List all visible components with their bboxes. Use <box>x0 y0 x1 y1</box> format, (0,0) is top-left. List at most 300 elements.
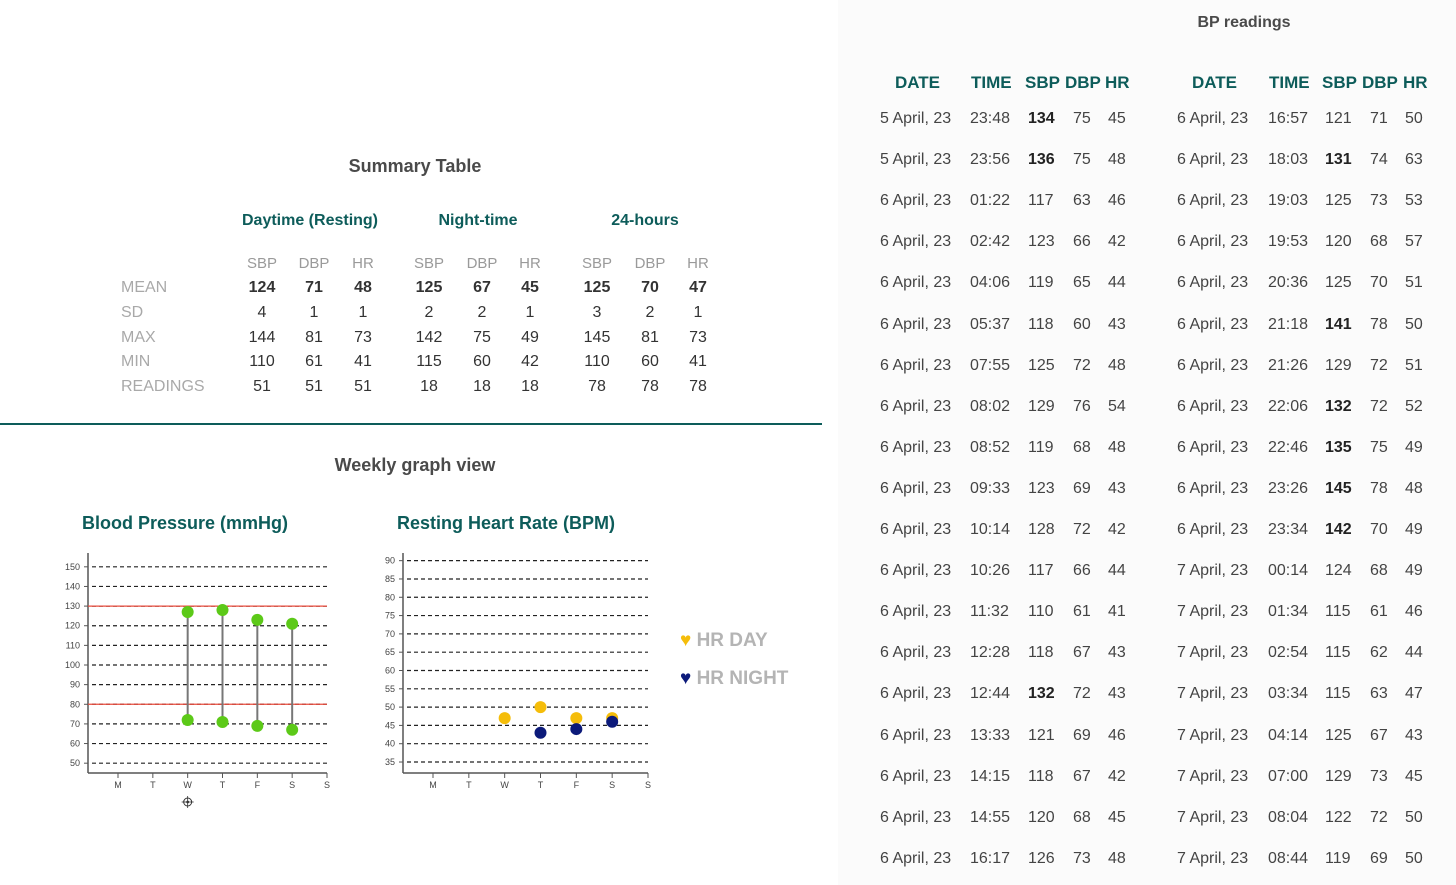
summary-cell: 42 <box>521 353 539 370</box>
bp-reading-sbp: 135 <box>1325 438 1352 456</box>
bp-reading-hr: 63 <box>1405 151 1423 169</box>
group-24h: 24-hours <box>611 212 679 229</box>
bp-reading-date: 6 April, 23 <box>1177 356 1249 374</box>
bp-reading-date: 6 April, 23 <box>1177 479 1249 497</box>
group-daytime: Daytime (Resting) <box>241 212 379 229</box>
hr-night-point <box>606 716 618 728</box>
summary-cell: 1 <box>525 304 535 321</box>
bp-chart-title: Blood Pressure (mmHg) <box>82 513 289 533</box>
summary-cell: 3 <box>592 304 602 321</box>
bp-reading-hr: 42 <box>1108 521 1126 538</box>
bp-reading-sbp: 115 <box>1325 685 1351 703</box>
bp-reading-time: 08:02 <box>970 397 1011 415</box>
bp-reading-date: 7 April, 23 <box>1177 849 1249 867</box>
bp-reading-time: 01:34 <box>1268 603 1309 621</box>
bp-reading-dbp: 65 <box>1073 274 1091 292</box>
bp-reading-date: 7 April, 23 <box>1177 603 1249 621</box>
bp-reading-date: 6 April, 23 <box>880 849 952 867</box>
summary-row-label: SD <box>121 304 144 321</box>
summary-col-header: HR <box>519 255 541 272</box>
summary-col-header: SBP <box>581 255 612 272</box>
hr-night-point <box>535 727 547 739</box>
y-tick-label: 60 <box>384 665 395 676</box>
bp-reading-dbp: 63 <box>1370 685 1388 703</box>
bp-reading-date: 6 April, 23 <box>880 233 952 251</box>
bp-header-time: TIME <box>1269 73 1310 92</box>
bp-reading-sbp: 120 <box>1325 233 1352 251</box>
summary-col-header: SBP <box>246 255 277 272</box>
bp-reading-date: 6 April, 23 <box>880 726 952 744</box>
summary-cell: 61 <box>305 353 323 370</box>
summary-cell: 2 <box>424 304 434 321</box>
bp-reading-hr: 53 <box>1405 192 1423 210</box>
bp-reading-dbp: 73 <box>1073 849 1091 867</box>
summary-cell: 41 <box>689 353 707 370</box>
bp-reading-hr: 54 <box>1108 397 1126 415</box>
bp-reading-dbp: 72 <box>1370 397 1388 415</box>
summary-cell: 60 <box>473 353 491 370</box>
summary-row-label: MIN <box>121 353 151 370</box>
bp-reading-date: 6 April, 23 <box>1177 397 1249 415</box>
summary-cell: 2 <box>645 304 655 321</box>
bp-reading-sbp: 134 <box>1028 110 1055 127</box>
summary-col-header: SBP <box>413 255 444 272</box>
summary-col-header: HR <box>687 255 709 272</box>
bp-reading-hr: 51 <box>1405 274 1423 292</box>
bp-header-date: DATE <box>1192 73 1238 92</box>
bp-reading-time: 04:06 <box>970 274 1011 292</box>
summary-cell: 51 <box>305 378 323 395</box>
bp-reading-hr: 48 <box>1108 151 1126 169</box>
summary-cell: 18 <box>521 378 539 395</box>
y-tick-label: 85 <box>384 573 395 584</box>
bp-reading-hr: 49 <box>1405 521 1423 538</box>
y-tick-label: 70 <box>69 718 80 729</box>
bp-reading-hr: 41 <box>1108 603 1126 621</box>
bp-header-dbp: DBP <box>1362 73 1398 92</box>
x-tick-label: M <box>114 780 122 790</box>
bp-reading-dbp: 66 <box>1073 562 1091 580</box>
bp-reading-time: 14:55 <box>970 808 1011 826</box>
bp-reading-dbp: 69 <box>1370 849 1388 867</box>
bp-reading-date: 5 April, 23 <box>880 151 952 169</box>
bp-reading-hr: 48 <box>1108 438 1126 456</box>
bp-reading-date: 6 April, 23 <box>880 521 952 538</box>
bp-reading-time: 22:06 <box>1268 397 1309 415</box>
y-tick-label: 80 <box>384 592 395 603</box>
bp-reading-dbp: 67 <box>1073 644 1091 662</box>
summary-cell: 144 <box>248 329 276 346</box>
bp-reading-dbp: 78 <box>1370 315 1388 333</box>
bp-reading-dbp: 67 <box>1370 726 1388 744</box>
x-tick-label: S <box>644 780 652 790</box>
bp-reading-sbp: 117 <box>1028 562 1054 580</box>
bp-reading-date: 6 April, 23 <box>880 438 952 456</box>
summary-cell: 1 <box>358 304 368 321</box>
bp-reading-hr: 47 <box>1405 685 1423 703</box>
bp-reading-date: 6 April, 23 <box>880 397 952 415</box>
bp-reading-sbp: 123 <box>1028 233 1055 251</box>
summary-cell: 73 <box>689 329 707 346</box>
bp-reading-time: 02:54 <box>1268 644 1309 662</box>
bp-reading-dbp: 61 <box>1073 603 1091 621</box>
x-tick-label: W <box>500 780 509 790</box>
y-tick-label: 100 <box>64 660 80 670</box>
bp-reading-time: 19:03 <box>1268 192 1309 210</box>
bp-reading-sbp: 123 <box>1028 479 1055 497</box>
bp-reading-time: 00:14 <box>1268 562 1309 580</box>
bp-reading-dbp: 75 <box>1073 151 1091 169</box>
dbp-point <box>251 720 263 732</box>
bp-reading-sbp: 121 <box>1028 726 1055 744</box>
summary-title: Summary Table <box>348 156 482 176</box>
bp-reading-date: 6 April, 23 <box>880 685 952 703</box>
bp-reading-date: 7 April, 23 <box>1177 726 1249 744</box>
bp-reading-sbp: 118 <box>1028 315 1054 333</box>
bp-header-hr: HR <box>1105 73 1130 92</box>
y-tick-label: 45 <box>384 720 395 731</box>
summary-row-label: MEAN <box>121 279 168 296</box>
bp-reading-hr: 42 <box>1108 767 1126 785</box>
summary-cell: 18 <box>473 378 491 395</box>
bp-reading-hr: 45 <box>1108 110 1126 127</box>
summary-cell: 75 <box>473 329 491 346</box>
bp-reading-hr: 43 <box>1108 479 1126 497</box>
bp-reading-dbp: 69 <box>1073 726 1091 744</box>
bp-header-sbp: SBP <box>1025 73 1060 92</box>
bp-reading-time: 03:34 <box>1268 685 1309 703</box>
summary-cell: 51 <box>253 378 271 395</box>
section-divider <box>0 423 822 425</box>
bp-reading-sbp: 124 <box>1325 562 1352 580</box>
bp-reading-time: 07:55 <box>970 356 1011 374</box>
bp-reading-dbp: 70 <box>1370 521 1388 538</box>
bp-reading-sbp: 117 <box>1028 192 1054 210</box>
x-tick-label: T <box>466 780 472 790</box>
bp-reading-time: 19:53 <box>1268 233 1309 251</box>
bp-reading-dbp: 78 <box>1370 479 1388 497</box>
bp-reading-date: 6 April, 23 <box>1177 438 1249 456</box>
summary-cell: 110 <box>584 353 610 370</box>
bp-reading-dbp: 69 <box>1073 479 1091 497</box>
summary-cell: 73 <box>354 329 372 346</box>
bp-reading-hr: 43 <box>1405 726 1423 744</box>
hr-day-point <box>499 712 511 724</box>
hr-night-point <box>570 723 582 735</box>
bp-reading-dbp: 68 <box>1073 808 1091 826</box>
summary-cell: 110 <box>249 353 275 370</box>
dbp-point <box>286 724 298 736</box>
summary-cell: 81 <box>305 329 323 346</box>
bp-reading-hr: 46 <box>1108 192 1126 210</box>
bp-header-sbp: SBP <box>1322 73 1357 92</box>
sbp-point <box>217 604 229 616</box>
summary-cell: 78 <box>689 378 707 395</box>
bp-reading-date: 6 April, 23 <box>1177 151 1249 169</box>
summary-cell: 71 <box>305 279 323 296</box>
bp-chart <box>40 545 340 815</box>
summary-cell: 1 <box>309 304 319 321</box>
bp-reading-date: 7 April, 23 <box>1177 644 1249 662</box>
summary-cell: 51 <box>354 378 372 395</box>
bp-reading-date: 6 April, 23 <box>880 644 952 662</box>
y-tick-label: 70 <box>384 628 395 639</box>
summary-cell: 67 <box>473 279 491 296</box>
bp-header-time: TIME <box>971 73 1012 92</box>
bp-reading-hr: 46 <box>1405 603 1423 621</box>
bp-reading-dbp: 72 <box>1073 521 1091 538</box>
summary-cell: 47 <box>689 279 707 296</box>
y-tick-label: 65 <box>384 647 395 658</box>
y-tick-label: 150 <box>64 561 80 572</box>
x-tick-label: F <box>254 780 261 790</box>
bp-reading-hr: 43 <box>1108 315 1126 333</box>
bp-reading-sbp: 132 <box>1325 397 1352 415</box>
bp-reading-sbp: 120 <box>1028 808 1055 826</box>
bp-reading-date: 6 April, 23 <box>880 192 952 210</box>
legend-hr-night <box>680 668 788 690</box>
bp-reading-date: 7 April, 23 <box>1177 808 1249 826</box>
y-tick-label: 120 <box>64 620 80 631</box>
summary-cell: 70 <box>641 279 659 296</box>
summary-col-header: DBP <box>634 255 666 272</box>
bp-reading-hr: 43 <box>1108 644 1126 662</box>
bp-reading-sbp: 118 <box>1028 644 1054 662</box>
dbp-point <box>217 716 229 728</box>
bp-reading-time: 18:03 <box>1268 151 1309 169</box>
bp-reading-date: 6 April, 23 <box>1177 521 1249 538</box>
heart-night-icon: ♥ <box>680 668 692 689</box>
bp-reading-date: 6 April, 23 <box>1177 274 1249 292</box>
bp-reading-sbp: 129 <box>1325 356 1352 374</box>
bp-reading-dbp: 62 <box>1370 644 1388 662</box>
bp-reading-dbp: 68 <box>1073 438 1091 456</box>
group-night: Night-time <box>438 212 518 229</box>
bp-reading-dbp: 61 <box>1370 603 1388 621</box>
bp-reading-hr: 48 <box>1405 479 1423 497</box>
bp-reading-date: 6 April, 23 <box>880 808 952 826</box>
hr-day-point <box>535 701 547 713</box>
bp-reading-dbp: 72 <box>1073 356 1091 374</box>
y-tick-label: 75 <box>384 610 395 621</box>
bp-reading-time: 08:44 <box>1268 849 1309 867</box>
sbp-point <box>251 614 263 626</box>
summary-col-header: DBP <box>298 255 330 272</box>
bp-reading-sbp: 121 <box>1325 110 1352 127</box>
bp-reading-time: 23:26 <box>1268 479 1309 497</box>
y-tick-label: 50 <box>69 758 80 769</box>
bp-reading-sbp: 142 <box>1325 521 1352 538</box>
bp-reading-sbp: 129 <box>1325 767 1352 785</box>
bp-reading-date: 6 April, 23 <box>880 479 952 497</box>
target-icon <box>182 796 194 808</box>
y-tick-label: 40 <box>384 738 395 749</box>
bp-reading-date: 6 April, 23 <box>1177 315 1249 333</box>
dbp-point <box>182 714 194 726</box>
bp-reading-sbp: 115 <box>1325 644 1351 662</box>
x-tick-label: S <box>289 780 296 790</box>
bp-reading-dbp: 74 <box>1370 151 1388 169</box>
bp-reading-hr: 43 <box>1108 685 1126 703</box>
bp-reading-hr: 50 <box>1405 849 1423 867</box>
summary-row-label: READINGS <box>121 378 205 395</box>
x-tick-label: M <box>429 780 437 790</box>
x-tick-label: T <box>150 780 156 790</box>
legend-hr-day-label: HR DAY <box>696 630 768 651</box>
bp-reading-sbp: 128 <box>1028 521 1055 538</box>
bp-reading-time: 02:42 <box>970 233 1011 251</box>
bp-reading-sbp: 119 <box>1028 274 1054 292</box>
y-tick-label: 90 <box>69 679 80 690</box>
bp-reading-time: 14:15 <box>970 767 1011 785</box>
bp-reading-sbp: 125 <box>1325 192 1352 210</box>
bp-reading-hr: 42 <box>1108 233 1126 251</box>
heart-day-icon: ♥ <box>680 630 692 651</box>
legend-hr-day <box>680 630 768 652</box>
summary-cell: 125 <box>415 279 443 296</box>
bp-reading-sbp: 115 <box>1325 603 1351 621</box>
bp-reading-time: 21:26 <box>1268 356 1309 374</box>
bp-reading-dbp: 63 <box>1073 192 1091 210</box>
bp-reading-sbp: 122 <box>1325 808 1352 826</box>
bp-reading-time: 04:14 <box>1268 726 1309 744</box>
bp-reading-hr: 44 <box>1108 562 1126 580</box>
bp-header-hr: HR <box>1403 73 1428 92</box>
bp-reading-time: 01:22 <box>970 192 1011 210</box>
bp-reading-time: 12:44 <box>970 685 1011 703</box>
bp-reading-time: 10:26 <box>970 562 1011 580</box>
summary-cell: 45 <box>521 279 539 296</box>
bp-reading-dbp: 73 <box>1370 192 1388 210</box>
bp-reading-date: 7 April, 23 <box>1177 562 1249 580</box>
y-tick-label: 80 <box>69 699 80 710</box>
legend-hr-night-label: HR NIGHT <box>696 668 789 689</box>
bp-reading-hr: 49 <box>1405 562 1423 580</box>
bp-reading-hr: 45 <box>1405 767 1423 785</box>
bp-reading-sbp: 118 <box>1028 767 1054 785</box>
bp-reading-date: 7 April, 23 <box>1177 767 1249 785</box>
bp-reading-dbp: 72 <box>1370 808 1388 826</box>
summary-cell: 142 <box>415 329 443 346</box>
bp-reading-hr: 57 <box>1405 233 1423 251</box>
bp-reading-date: 6 April, 23 <box>880 562 952 580</box>
bp-reading-sbp: 131 <box>1325 151 1352 169</box>
bp-reading-dbp: 68 <box>1370 233 1388 251</box>
bp-reading-sbp: 125 <box>1325 726 1352 744</box>
bp-reading-date: 6 April, 23 <box>1177 192 1249 210</box>
bp-readings-panel <box>838 0 1456 885</box>
bp-reading-sbp: 119 <box>1028 438 1054 456</box>
bp-reading-date: 7 April, 23 <box>1177 685 1249 703</box>
bp-reading-hr: 49 <box>1405 438 1423 456</box>
bp-reading-date: 6 April, 23 <box>880 315 952 333</box>
bp-reading-sbp: 119 <box>1325 849 1351 867</box>
bp-reading-time: 10:14 <box>970 521 1011 538</box>
bp-reading-date: 6 April, 23 <box>1177 233 1249 251</box>
bp-reading-time: 16:17 <box>970 849 1011 867</box>
y-tick-label: 130 <box>64 601 80 612</box>
summary-cell: 4 <box>257 304 267 321</box>
bp-reading-dbp: 73 <box>1370 767 1388 785</box>
bp-reading-hr: 51 <box>1405 356 1423 374</box>
summary-col-header: DBP <box>466 255 498 272</box>
bp-header-dbp: DBP <box>1065 73 1101 92</box>
summary-cell: 124 <box>248 279 276 296</box>
hr-day-point <box>570 712 582 724</box>
bp-reading-sbp: 110 <box>1028 603 1054 621</box>
x-tick-label: W <box>183 780 192 790</box>
bp-reading-dbp: 60 <box>1073 315 1091 333</box>
y-tick-label: 60 <box>69 738 80 749</box>
summary-cell: 145 <box>583 329 611 346</box>
bp-reading-time: 08:52 <box>970 438 1011 456</box>
bp-reading-sbp: 136 <box>1028 151 1055 169</box>
y-tick-label: 110 <box>65 640 80 651</box>
summary-cell: 125 <box>583 279 611 296</box>
summary-cell: 78 <box>588 378 606 395</box>
bp-reading-time: 16:57 <box>1268 110 1309 127</box>
x-tick-label: T <box>219 780 226 790</box>
summary-col-header: HR <box>352 255 374 272</box>
summary-cell: 2 <box>477 304 487 321</box>
bp-reading-dbp: 68 <box>1370 562 1388 580</box>
bp-reading-sbp: 126 <box>1028 849 1055 867</box>
bp-reading-hr: 44 <box>1108 274 1126 292</box>
bp-reading-sbp: 125 <box>1028 356 1055 374</box>
bp-reading-dbp: 67 <box>1073 767 1091 785</box>
bp-reading-date: 6 April, 23 <box>1177 110 1249 127</box>
sbp-point <box>182 606 194 618</box>
bp-reading-hr: 50 <box>1405 808 1423 826</box>
bp-reading-hr: 45 <box>1108 808 1126 826</box>
bp-reading-hr: 50 <box>1405 110 1423 127</box>
bp-reading-dbp: 75 <box>1073 110 1091 127</box>
bp-reading-sbp: 141 <box>1325 315 1352 333</box>
y-tick-label: 35 <box>384 757 395 768</box>
x-tick-label: F <box>573 780 580 790</box>
sbp-point <box>286 618 298 630</box>
summary-cell: 115 <box>416 353 442 370</box>
y-tick-label: 50 <box>384 702 395 713</box>
bp-readings-title: BP readings <box>1197 14 1291 31</box>
bp-reading-time: 05:37 <box>970 315 1011 333</box>
bp-reading-time: 13:33 <box>970 726 1011 744</box>
bp-reading-dbp: 70 <box>1370 274 1388 292</box>
x-tick-label: S <box>323 780 331 790</box>
bp-reading-time: 23:34 <box>1268 521 1309 538</box>
bp-reading-time: 23:56 <box>970 151 1011 169</box>
summary-cell: 81 <box>641 329 659 346</box>
bp-reading-time: 21:18 <box>1268 315 1309 333</box>
bp-reading-date: 5 April, 23 <box>880 110 952 127</box>
bp-reading-sbp: 129 <box>1028 397 1055 415</box>
bp-reading-time: 11:32 <box>970 603 1009 621</box>
bp-reading-date: 6 April, 23 <box>880 274 952 292</box>
weekly-title: Weekly graph view <box>334 455 496 475</box>
bp-reading-sbp: 145 <box>1325 479 1352 497</box>
hr-chart-title: Resting Heart Rate (BPM) <box>397 513 616 533</box>
bp-reading-date: 6 April, 23 <box>880 603 952 621</box>
bp-reading-hr: 44 <box>1405 644 1423 662</box>
y-tick-label: 90 <box>384 555 395 566</box>
bp-reading-dbp: 72 <box>1370 356 1388 374</box>
x-tick-label: T <box>537 780 544 790</box>
bp-reading-dbp: 76 <box>1073 397 1091 415</box>
bp-reading-time: 22:46 <box>1268 438 1309 456</box>
bp-reading-dbp: 75 <box>1370 438 1388 456</box>
bp-reading-time: 09:33 <box>970 479 1011 497</box>
summary-cell: 18 <box>420 378 438 395</box>
